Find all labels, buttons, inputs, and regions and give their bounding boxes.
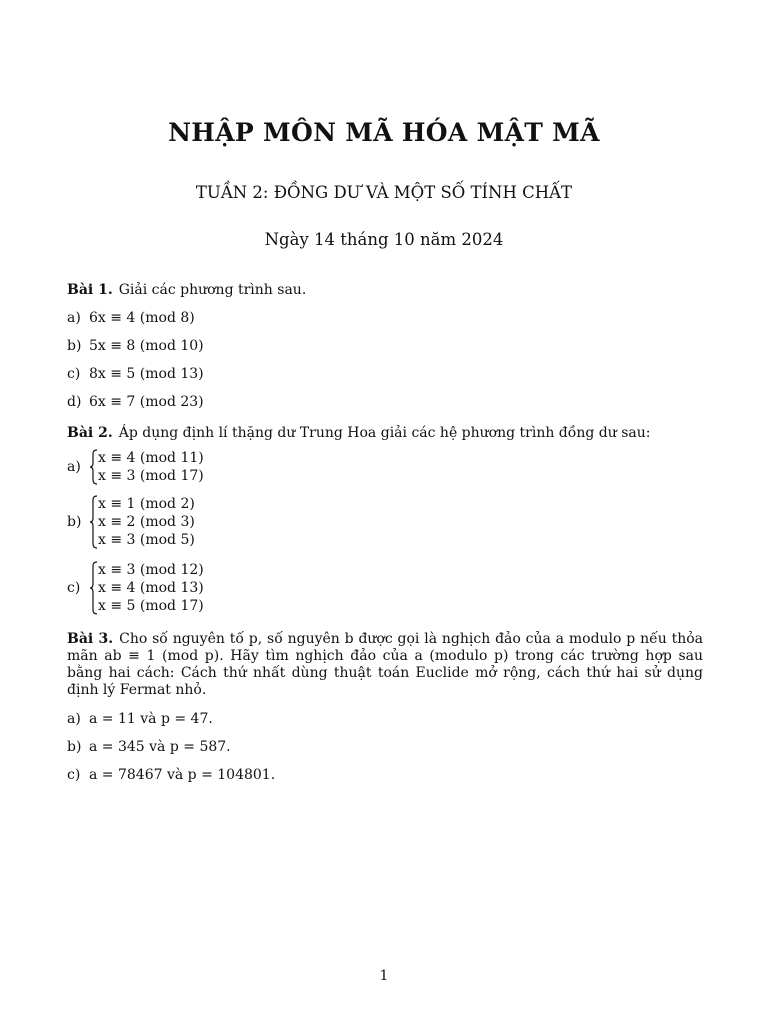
page-number: 1 [379,968,389,984]
item-text: a = 78467 và p = 104801. [89,767,276,783]
document-subtitle: TUẦN 2: ĐỒNG DƯ VÀ MỘT SỐ TÍNH CHẤT [195,183,573,202]
item-label: b) [67,338,82,354]
item-label: c) [67,579,81,596]
left-brace-icon [89,449,98,485]
item-text: a = 345 và p = 587. [89,739,231,755]
system-line: x ≡ 1 (mod 2) [98,496,195,512]
left-brace-icon [89,495,98,549]
item-label: c) [67,366,81,382]
problem-2-text: Áp dụng định lí thặng dư Trung Hoa giải các hệ phương trình đồng dư sau: [118,425,651,441]
problem-2-system-c [67,561,703,615]
item-label: c) [67,767,81,783]
problem-1-item-a [67,310,703,327]
problem-3-heading [67,631,703,699]
problem-2-system-a [67,449,703,485]
equation: 8x ≡ 5 (mod 13) [89,366,204,382]
document-title: NHẬP MÔN MÃ HÓA MẬT MÃ [168,118,600,147]
item-text: a = 11 và p = 47. [89,711,213,727]
system-line: x ≡ 4 (mod 11) [98,450,204,466]
equation: 5x ≡ 8 (mod 10) [89,338,204,354]
problem-3-label: Bài 3. [67,631,114,647]
problem-1 [67,282,703,411]
congruence-system [89,495,195,549]
problem-3 [67,631,703,784]
congruence-system [89,449,204,485]
system-lines [98,561,204,615]
document-date: Ngày 14 tháng 10 năm 2024 [264,230,504,249]
item-label: b) [67,739,82,755]
item-label: a) [67,310,81,326]
problem-2 [67,425,703,615]
item-label: d) [67,394,82,410]
problem-2-heading [67,425,703,442]
system-line: x ≡ 5 (mod 17) [98,598,204,614]
problem-1-item-d [67,394,703,411]
item-label: b) [67,513,82,530]
problem-3-text: Cho số nguyên tố p, số nguyên b được gọi là nghịch đảo của a modulo p nếu thỏa mãn ab ≡ 1 (mod p). Hãy tìm nghịch đảo của a (modulo p) trong các trường hợp sau bằng hai cách: Cách thứ nhất dùng thuật toán Euclide mở rộng, cách thứ hai sử dụng định lý Fermat nhỏ. [67,631,703,698]
system-line: x ≡ 3 (mod 5) [98,532,195,548]
problem-1-item-c [67,366,703,383]
system-line: x ≡ 3 (mod 17) [98,468,204,484]
problem-3-item-a [67,711,703,728]
problem-3-item-c [67,767,703,784]
system-line: x ≡ 4 (mod 13) [98,580,204,596]
system-line: x ≡ 2 (mod 3) [98,514,195,530]
system-lines [98,449,204,485]
item-label: a) [67,711,81,727]
problem-1-heading [67,282,703,299]
document-body [67,282,703,784]
equation: 6x ≡ 4 (mod 8) [89,310,195,326]
system-line: x ≡ 3 (mod 12) [98,562,204,578]
problem-2-label: Bài 2. [67,425,113,441]
problem-3-item-b [67,739,703,756]
congruence-system [89,561,204,615]
problem-1-label: Bài 1. [67,282,113,298]
left-brace-icon [89,561,98,615]
equation: 6x ≡ 7 (mod 23) [89,394,204,410]
problem-2-system-b [67,495,703,549]
item-label: a) [67,458,81,475]
problem-1-item-b [67,338,703,355]
system-lines [98,495,195,549]
problem-1-text: Giải các phương trình sau. [118,282,307,298]
